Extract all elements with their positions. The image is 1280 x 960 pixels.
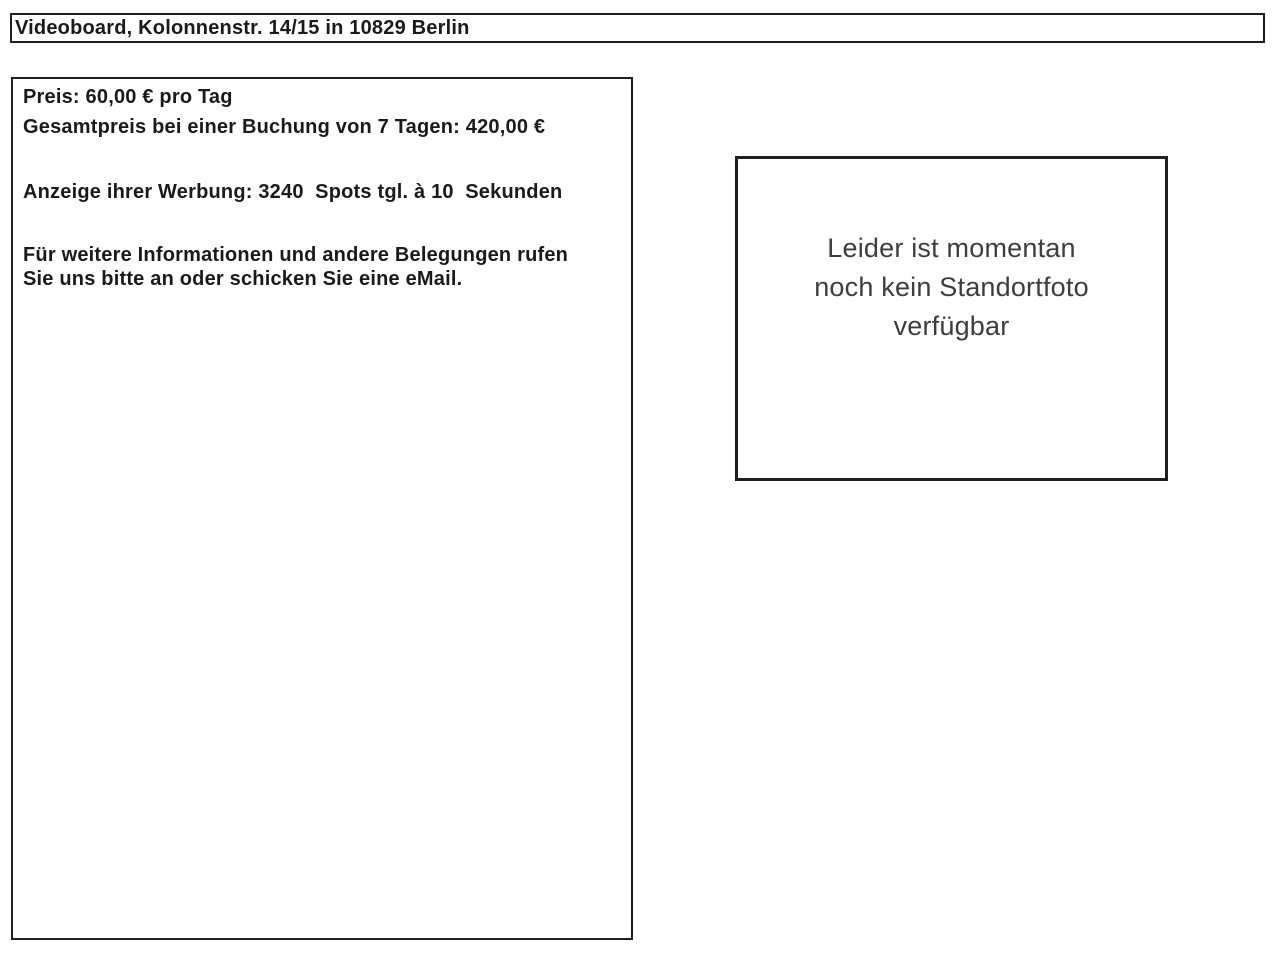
price-per-day-line: Preis: 60,00 € pro Tag [23, 86, 233, 108]
listing-title-bar [10, 13, 1265, 43]
photo-placeholder-line-2: noch kein Standortfoto [814, 272, 1089, 302]
photo-placeholder-box [735, 156, 1168, 481]
spots-per-day-line: Anzeige ihrer Werbung: 3240 Spots tgl. à 10 Sekunden [23, 181, 563, 203]
listing-title: Videoboard, Kolonnenstr. 14/15 in 10829 Berlin [15, 16, 470, 39]
photo-placeholder-line-3: verfügbar [893, 311, 1010, 341]
photo-placeholder-message [738, 229, 1165, 346]
photo-placeholder-line-1: Leider ist momentan [827, 233, 1076, 263]
contact-info-line-2: Sie uns bitte an oder schicken Sie eine eMail. [23, 268, 463, 290]
details-panel [11, 77, 633, 940]
contact-info-paragraph [23, 243, 621, 291]
contact-info-line-1: Für weitere Informationen und andere Belegungen rufen [23, 244, 569, 266]
total-price-line: Gesamtpreis bei einer Buchung von 7 Tagen: 420,00 € [23, 116, 546, 138]
